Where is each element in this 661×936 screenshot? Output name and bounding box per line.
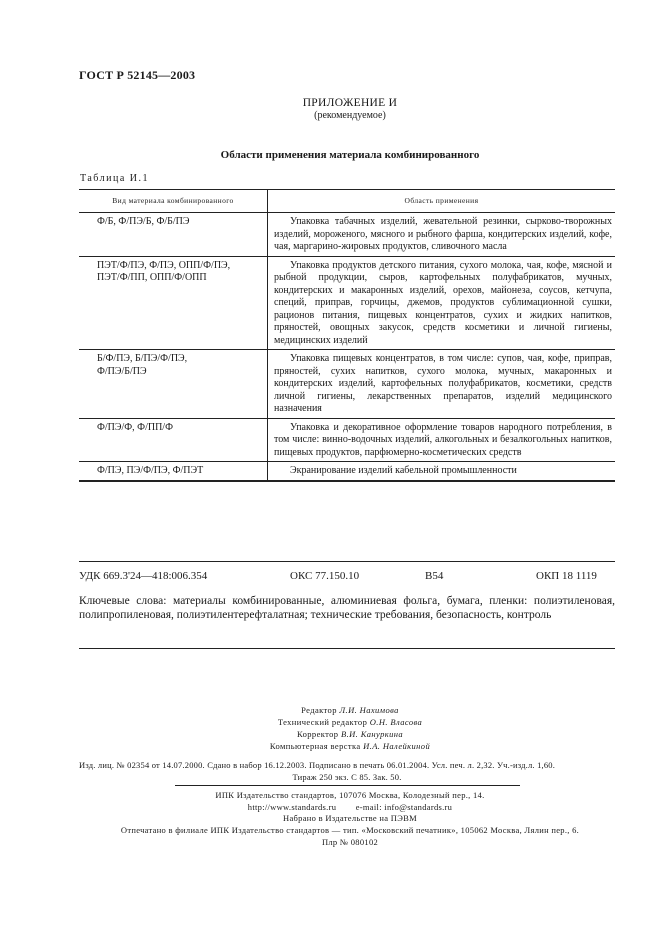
printing-address: ИПК Издательство стандартов, 107076 Москва, Колодезный пер., 14. — [215, 790, 485, 800]
credit-name: В.И. Кануркина — [341, 729, 404, 739]
website-link[interactable]: http://www.standards.ru — [247, 802, 337, 812]
okp-code: ОКП 18 1119 — [536, 570, 597, 582]
table-label: Таблица И.1 — [80, 173, 149, 184]
appendix-title: ПРИЛОЖЕНИЕ И — [302, 97, 398, 109]
divider — [175, 785, 520, 786]
divider — [79, 561, 615, 562]
material-line: Ф/ПЭ, ПЭ/Ф/ПЭ, Ф/ПЭТ — [97, 465, 204, 476]
divider — [79, 648, 615, 649]
material-line: Б/Ф/ПЭ, Б/ПЭ/Ф/ПЭ, — [97, 353, 188, 364]
application-cell: Экранирование изделий кабельной промышленности — [268, 462, 616, 481]
credit-proofreader — [0, 729, 661, 739]
printing-contacts — [0, 802, 661, 812]
credit-name: Л.И. Нахимова — [339, 705, 399, 715]
material-line: Ф/ПЭ/Б/ПЭ — [97, 365, 147, 377]
table-row — [79, 418, 615, 462]
application-table — [79, 189, 615, 482]
document-header: ГОСТ Р 52145—2003 — [79, 68, 196, 82]
section-title: Области применения материала комбинированного — [220, 149, 480, 161]
material-cell — [79, 418, 268, 462]
material-line: Ф/Б, Ф/ПЭ/Б, Ф/Б/ПЭ — [97, 216, 190, 227]
printing-typeset: Набрано в Издательстве на ПЭВМ — [283, 813, 417, 823]
credit-layout — [0, 741, 661, 751]
credit-editor — [0, 705, 661, 715]
table-row — [79, 350, 615, 419]
material-cell — [79, 256, 268, 350]
publication-info-line2: Тираж 250 экз. С 85. Зак. 50. — [292, 772, 402, 782]
material-cell — [79, 213, 268, 257]
application-cell: Упаковка и декоративное оформление товаров народного потребления, в том числе: винно-водочных изделий, алкогольных и безалкогольных напитков, пищевых продуктов, парфюмерно-косметических средств — [268, 418, 616, 462]
material-cell — [79, 350, 268, 419]
printing-license: Плр № 080102 — [321, 837, 379, 847]
publication-info-line1: Изд. лиц. № 02354 от 14.07.2000. Сдано в набор 16.12.2003. Подписано в печать 06.01.2004. Усл. печ. л. 2,32. Уч.-изд.л. 1,60. — [79, 760, 556, 770]
column-header-application: Область применения — [268, 190, 616, 213]
material-line: Ф/ПЭ/Ф, Ф/ПП/Ф — [97, 421, 173, 433]
credit-role: Компьютерная верстка — [269, 741, 361, 751]
material-line: ПЭТ/Ф/ПП, ОПП/Ф/ОПП — [97, 272, 207, 283]
email-link[interactable]: e-mail: info@standards.ru — [355, 802, 453, 812]
group-code: В54 — [425, 570, 444, 582]
column-header-material: Вид материала комбинированного — [79, 190, 268, 213]
table-row — [79, 213, 615, 257]
application-cell: Упаковка продуктов детского питания, сухого молока, чая, кофе, мясной и рыбной продукции, сыров, картофельных полуфабрикатов, мучных, кондитерских и макаронных изделий, орехов, майонеза, соусов, кетчупа, специй, приправ, горчицы, джемов, продуктов сублимационной сушки, рационов питания, пищевых концентратов, сухих и жидких напитков, пряностей, овощных закусок, средств косметики и личной гигиены, медицинских изделий — [268, 256, 616, 350]
oks-code: ОКС 77.150.10 — [290, 570, 360, 582]
printing-branch: Отпечатано в филиале ИПК Издательство стандартов — тип. «Московский печатник», 105062 Москва, Лялин пер., 6. — [120, 825, 580, 835]
credit-name: И.А. Налейкиной — [363, 741, 431, 751]
udk-code: УДК 669.3'24—418:006.354 — [79, 570, 208, 582]
table-header-row — [79, 190, 615, 213]
credit-role: Редактор — [301, 705, 337, 715]
credit-role: Корректор — [296, 729, 339, 739]
appendix-subtitle: (рекомендуемое) — [314, 110, 386, 121]
credit-tech-editor — [0, 717, 661, 727]
table-row — [79, 256, 615, 350]
credit-name: О.Н. Власова — [369, 717, 423, 727]
material-cell — [79, 462, 268, 481]
application-cell: Упаковка пищевых концентратов, в том числе: супов, чая, кофе, приправ, пряностей, сухих напитков, сухого молока, мучных, макаронных и кондитерских изделий, картофельных полуфабрикатов, косметики, средств личной гигиены, лекарственных препаратов, изделий медицинского назначения — [268, 350, 616, 419]
keywords: Ключевые слова: материалы комбинированные, алюминиевая фольга, бумага, пленки: полиэтиленовая, полипропиленовая, полиэтилентерефталатная; технические требования, безопасность, контроль — [79, 595, 615, 621]
application-cell: Упаковка табачных изделий, жевательной резинки, сырково-творожных изделий, мороженого, мясного и рыбного фарша, кондитерских изделий, кофе, чая, маргарино-жировых продуктов, сливочного масла — [268, 213, 616, 257]
credit-role: Технический редактор — [277, 717, 368, 727]
material-line: ПЭТ/Ф/ПЭ, Ф/ПЭ, ОПП/Ф/ПЭ, — [97, 259, 231, 271]
table-row — [79, 462, 615, 481]
